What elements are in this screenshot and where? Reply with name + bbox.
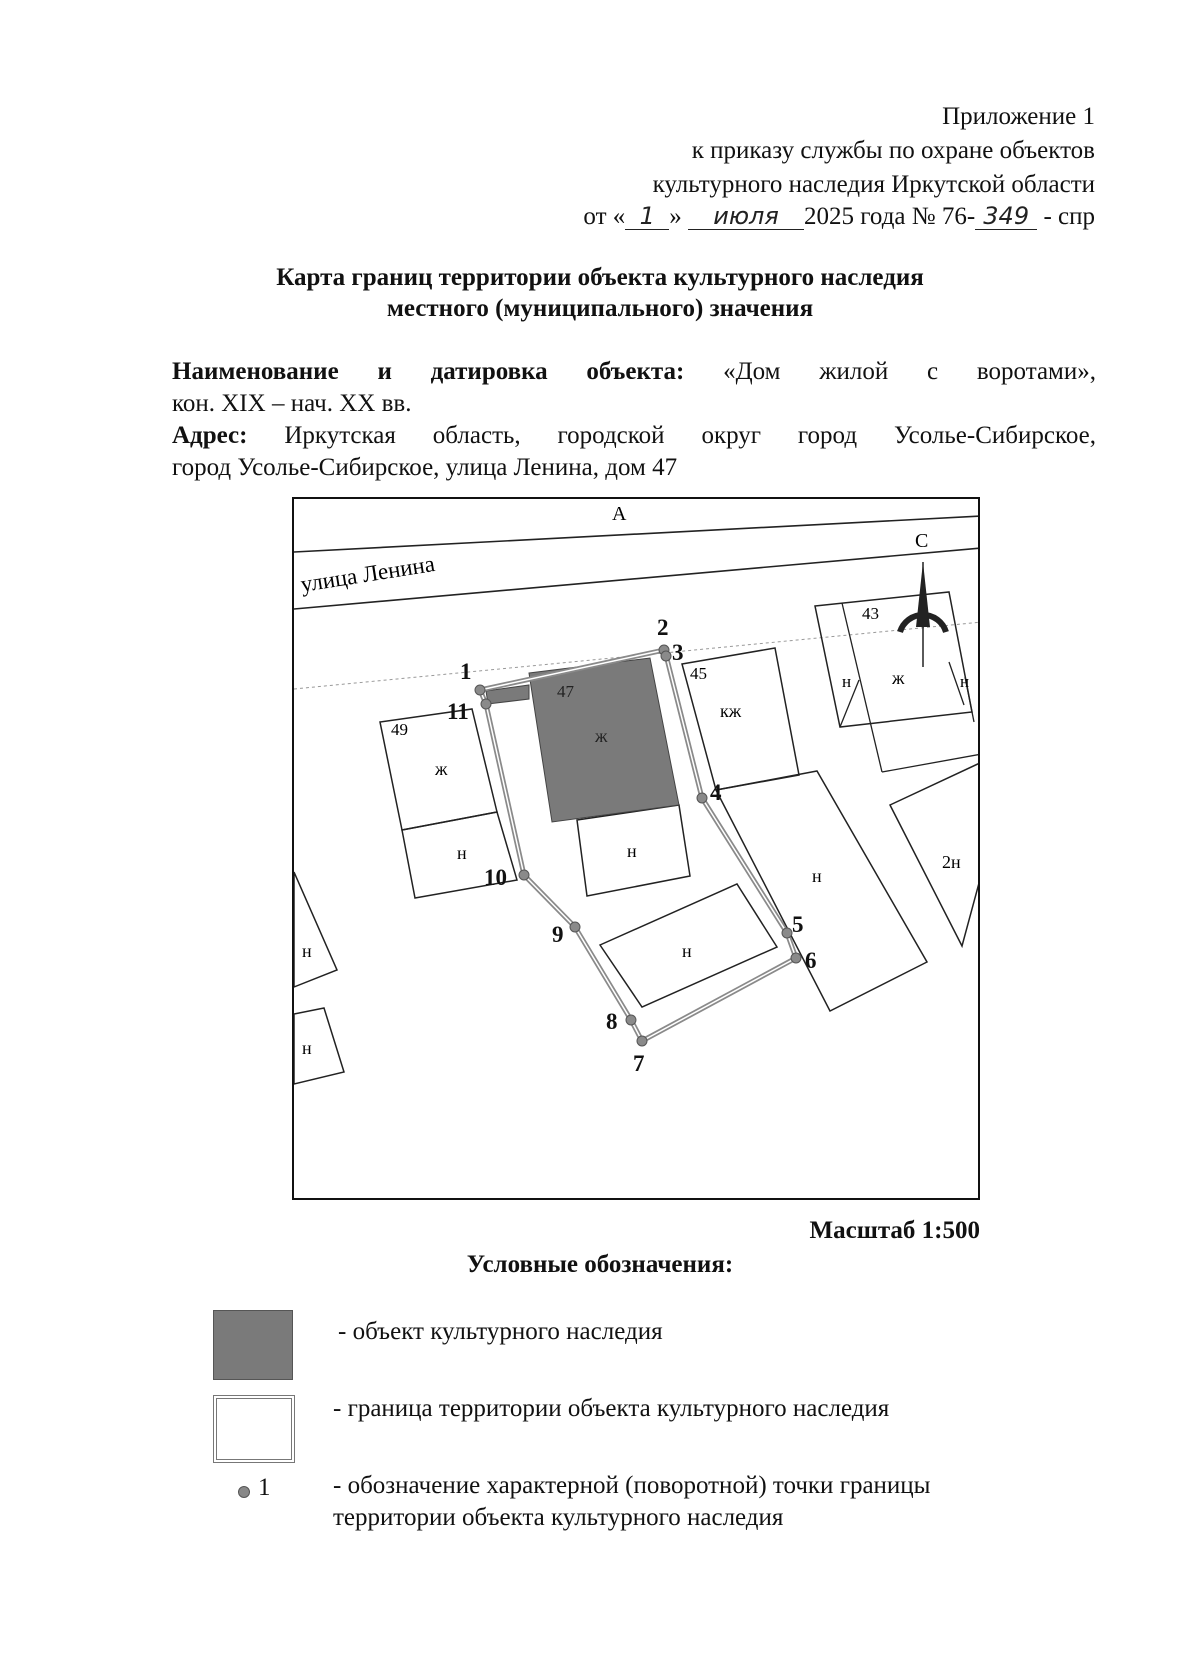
point-label-7: 7 xyxy=(633,1051,645,1076)
label-47-zh: ж xyxy=(595,726,608,746)
object-dating: кон. XIX – нач. XX вв. xyxy=(172,390,412,417)
date-mid: » xyxy=(669,203,682,230)
label-43: 43 xyxy=(862,604,879,623)
building-east-n xyxy=(716,771,927,1011)
legend-point-number: 1 xyxy=(258,1474,271,1501)
building-43 xyxy=(815,592,972,727)
building-west-1 xyxy=(294,872,337,987)
label-2n: 2н xyxy=(942,852,961,872)
handwritten-number: 349 xyxy=(975,203,1037,230)
legend-boundary-swatch xyxy=(213,1395,295,1463)
legend-item-boundary: - граница территории объекта культурного наследия xyxy=(333,1395,890,1422)
date-prefix: от « xyxy=(583,203,626,230)
north-label: С xyxy=(915,530,929,552)
label-47-n: н xyxy=(627,841,637,861)
label-45-kzh: кж xyxy=(720,701,742,721)
legend-item-point-line2: территории объекта культурного наследия xyxy=(333,1504,784,1531)
order-authority: культурного наследия Иркутской области xyxy=(652,171,1095,198)
label-49-n: н xyxy=(457,843,467,863)
legend-heritage-swatch xyxy=(213,1310,293,1380)
point-label-2: 2 xyxy=(657,615,669,640)
point-label-8: 8 xyxy=(606,1009,618,1034)
label-west-1: н xyxy=(302,941,312,961)
turning-point-9 xyxy=(570,922,580,932)
turning-point-11 xyxy=(481,699,491,709)
point-label-6: 6 xyxy=(805,948,817,973)
building-2n xyxy=(890,762,980,946)
turning-point-1 xyxy=(475,685,485,695)
label-47: 47 xyxy=(557,682,574,701)
legend-point-icon xyxy=(238,1486,250,1498)
address-label: Адрес: xyxy=(172,422,248,449)
street-label: улица Ленина xyxy=(298,551,437,597)
legend-item-point-line1: - обозначение характерной (поворотной) точки границы xyxy=(333,1472,931,1499)
boundary-map xyxy=(292,497,980,1200)
number-suffix: - спр xyxy=(1043,203,1095,230)
label-east-n: н xyxy=(812,866,822,886)
label-43-n-left: н xyxy=(842,672,852,691)
address-line xyxy=(172,420,1096,452)
point-label-11: 11 xyxy=(447,699,469,724)
point-label-3: 3 xyxy=(672,640,684,665)
map-drawing xyxy=(294,499,980,1200)
label-43-n-right: н xyxy=(960,672,970,691)
street-code: А xyxy=(612,503,627,525)
map-scale: Масштаб 1:500 xyxy=(809,1217,980,1244)
address-value: Иркутская область, городской округ город Усолье-Сибирское, xyxy=(284,422,1097,449)
point-label-5: 5 xyxy=(792,912,804,937)
point-label-9: 9 xyxy=(552,922,564,947)
doc-title-line2: местного (муниципального) значения xyxy=(386,295,814,322)
point-label-4: 4 xyxy=(710,780,722,805)
turning-point-3 xyxy=(661,651,671,661)
legend-item-heritage: - объект культурного наследия xyxy=(338,1318,663,1345)
label-43-zh: ж xyxy=(892,668,905,688)
legend-title: Условные обозначения: xyxy=(466,1251,734,1278)
label-49: 49 xyxy=(391,720,408,739)
doc-title-line1: Карта границ территории объекта культурного наследия xyxy=(276,264,924,291)
point-label-10: 10 xyxy=(484,865,507,890)
street-edge-top xyxy=(294,516,980,552)
north-arrow-icon xyxy=(900,562,946,667)
turning-point-4 xyxy=(697,793,707,803)
turning-point-8 xyxy=(626,1015,636,1025)
turning-point-7 xyxy=(637,1036,647,1046)
handwritten-day: 1 xyxy=(625,203,669,230)
order-reference: к приказу службы по охране объектов xyxy=(691,137,1095,164)
handwritten-month: июля xyxy=(688,203,804,230)
address-cont: город Усолье-Сибирское, улица Ленина, дом 47 xyxy=(172,454,678,481)
turning-point-10 xyxy=(519,870,529,880)
year-text: 2025 года № 76- xyxy=(804,203,976,230)
appendix-title: Приложение 1 xyxy=(942,103,1095,130)
order-date-line xyxy=(583,200,1095,234)
object-name-line xyxy=(172,356,1096,388)
label-south-n: н xyxy=(682,941,692,961)
turning-point-6 xyxy=(791,953,801,963)
object-name-label: Наименование и датировка объекта: xyxy=(172,358,685,385)
label-west-2: н xyxy=(302,1038,312,1058)
label-49-zh: ж xyxy=(435,759,448,779)
turning-point-5 xyxy=(782,928,792,938)
object-name-value: «Дом жилой с воротами», xyxy=(723,358,1096,385)
label-45: 45 xyxy=(690,664,707,683)
point-label-1: 1 xyxy=(460,659,472,684)
